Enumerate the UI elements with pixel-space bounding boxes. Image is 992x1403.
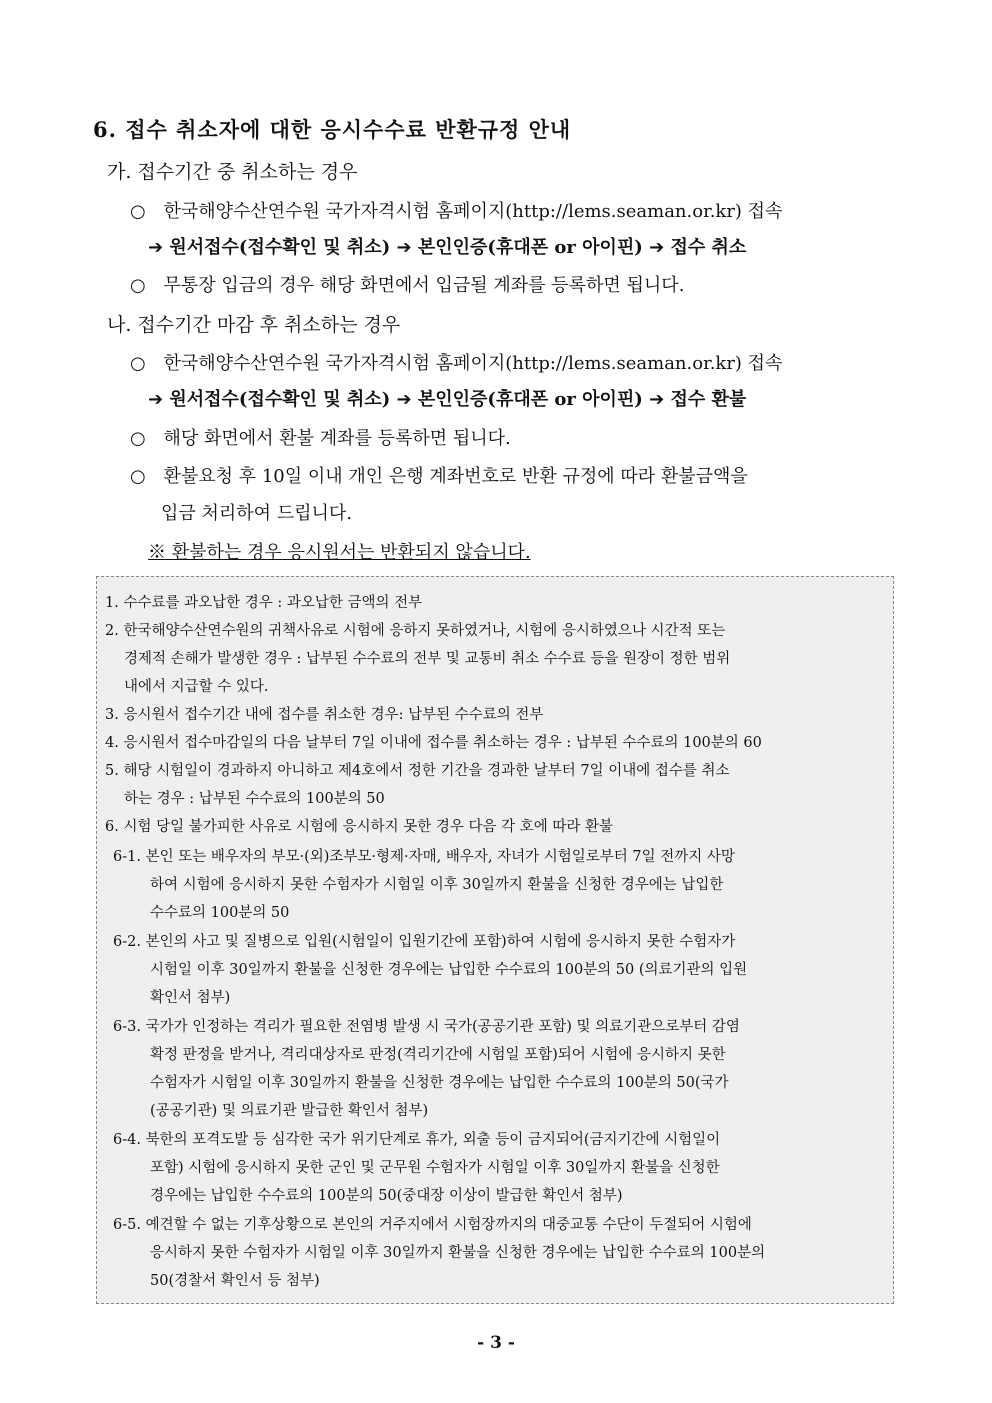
rule-line: 50(경찰서 확인서 등 첨부) (150, 1273, 320, 1289)
rule-line: (공공기관) 및 의료기관 발급한 확인서 첨부) (150, 1103, 429, 1119)
refund-rules-box (96, 576, 894, 1304)
rule-line: 수험자가 시험일 이후 30일까지 환불을 신청한 경우에는 납입한 수수료의 100분의 50(국가 (150, 1075, 729, 1091)
refund-note: ※ 환불하는 경우 응시원서는 반환되지 않습니다. (148, 542, 531, 563)
step-1: 원서접수(접수확인 및 취소) (169, 237, 391, 258)
step-2: 본인인증(휴대폰 or 아이핀) (417, 389, 643, 410)
right-arrow-icon: ➔ (649, 237, 665, 258)
rule-line: 시험일 이후 30일까지 환불을 신청한 경우에는 납입한 수수료의 100분의 50 (의료기관의 입원 (150, 962, 748, 978)
right-arrow-icon: ➔ (396, 237, 412, 258)
rule-line: 경우에는 납입한 수수료의 100분의 50(중대장 이상이 발급한 확인서 첨부) (150, 1188, 623, 1204)
rule-line: 6-4. 북한의 포격도발 등 심각한 국가 위기단계로 휴가, 외출 등이 금지되어(금지기간에 시험일이 (113, 1132, 721, 1148)
right-arrow-icon: ➔ (148, 389, 164, 410)
rule-line: 4. 응시원서 접수마감일의 다음 날부터 7일 이내에 접수를 취소하는 경우 : 납부된 수수료의 100분의 60 (105, 735, 762, 751)
rule-line: 6-1. 본인 또는 배우자의 부모·(외)조부모·형제·자매, 배우자, 자녀가 시험일로부터 7일 전까지 사망 (113, 849, 735, 865)
rule-line: 내에서 지급할 수 있다. (124, 679, 269, 695)
rule-line: 2. 한국해양수산연수원의 귀책사유로 시험에 응하지 못하였거나, 시험에 응시하였으나 시간적 또는 (105, 623, 726, 639)
step-3: 접수 취소 (670, 237, 747, 258)
rule-line: 확인서 첨부) (150, 990, 231, 1006)
step-2: 본인인증(휴대폰 or 아이핀) (417, 237, 643, 258)
rule-line: 6-5. 예견할 수 없는 기후상황으로 본인의 거주지에서 시험장까지의 대중교통 수단이 두절되어 시험에 (113, 1217, 752, 1233)
rule-line: 수수료의 100분의 50 (150, 905, 290, 921)
circle-bullet-icon: ○ (130, 466, 146, 487)
circle-bullet-icon: ○ (130, 275, 146, 296)
right-arrow-icon: ➔ (148, 237, 164, 258)
rule-line: 포함) 시험에 응시하지 못한 군인 및 군무원 수험자가 시험일 이후 30일까지 환불을 신청한 (150, 1160, 720, 1176)
section-b-bullet-1: ○ 한국해양수산연수원 국가자격시험 홈페이지(http://lems.seaman.or.kr) 접속 (130, 353, 783, 374)
step-1: 원서접수(접수확인 및 취소) (169, 389, 391, 410)
section-a-bullet-2: ○ 무통장 입금의 경우 해당 화면에서 입금될 계좌를 등록하면 됩니다. (130, 275, 685, 296)
rule-line: 5. 해당 시험일이 경과하지 아니하고 제4호에서 정한 기간을 경과한 날부터 7일 이내에 접수를 취소 (105, 763, 730, 779)
section-b-steps (148, 385, 746, 411)
rule-line: 6-2. 본인의 사고 및 질병으로 입원(시험일이 입원기간에 포함)하여 시험에 응시하지 못한 수험자가 (113, 934, 736, 950)
circle-bullet-icon: ○ (130, 353, 146, 374)
rule-line: 확정 판정을 받거나, 격리대상자로 판정(격리기간에 시험일 포함)되어 시험에 응시하지 못한 (150, 1047, 726, 1063)
right-arrow-icon: ➔ (649, 389, 665, 410)
section-b-bullet-3: ○ 환불요청 후 10일 이내 개인 은행 계좌번호로 반환 규정에 따라 환불금액을 (130, 466, 748, 487)
section-b-heading: 나. 접수기간 마감 후 취소하는 경우 (107, 314, 401, 336)
rule-line: 3. 응시원서 접수기간 내에 접수를 취소한 경우: 납부된 수수료의 전부 (105, 707, 544, 723)
circle-bullet-icon: ○ (130, 428, 146, 449)
rule-line: 하는 경우 : 납부된 수수료의 100분의 50 (124, 791, 385, 807)
rule-line: 응시하지 못한 수험자가 시험일 이후 30일까지 환불을 신청한 경우에는 납입한 수수료의 100분의 (150, 1245, 766, 1261)
section-a-bullet-1: ○ 한국해양수산연수원 국가자격시험 홈페이지(http://lems.seaman.or.kr) 접속 (130, 201, 783, 222)
step-3: 접수 환불 (670, 389, 747, 410)
section-title: 6. 접수 취소자에 대한 응시수수료 반환규정 안내 (93, 117, 572, 142)
section-a-heading: 가. 접수기간 중 취소하는 경우 (107, 161, 358, 183)
rule-line: 하여 시험에 응시하지 못한 수험자가 시험일 이후 30일까지 환불을 신청한 경우에는 납입한 (150, 877, 724, 893)
section-b-bullet-3-cont: 입금 처리하여 드립니다. (161, 503, 353, 524)
page-number: - 3 - (477, 1333, 515, 1353)
section-b-bullet-2: ○ 해당 화면에서 환불 계좌를 등록하면 됩니다. (130, 428, 511, 449)
rule-line: 6-3. 국가가 인정하는 격리가 필요한 전염병 발생 시 국가(공공기관 포함) 및 의료기관으로부터 감염 (113, 1019, 740, 1035)
section-a-steps (148, 233, 746, 259)
circle-bullet-icon: ○ (130, 201, 146, 222)
rule-line: 6. 시험 당일 불가피한 사유로 시험에 응시하지 못한 경우 다음 각 호에 따라 환불 (105, 819, 613, 835)
rule-line: 경제적 손해가 발생한 경우 : 납부된 수수료의 전부 및 교통비 취소 수수료 등을 원장이 정한 범위 (124, 651, 731, 667)
rule-line: 1. 수수료를 과오납한 경우 : 과오납한 금액의 전부 (105, 595, 423, 611)
right-arrow-icon: ➔ (396, 389, 412, 410)
